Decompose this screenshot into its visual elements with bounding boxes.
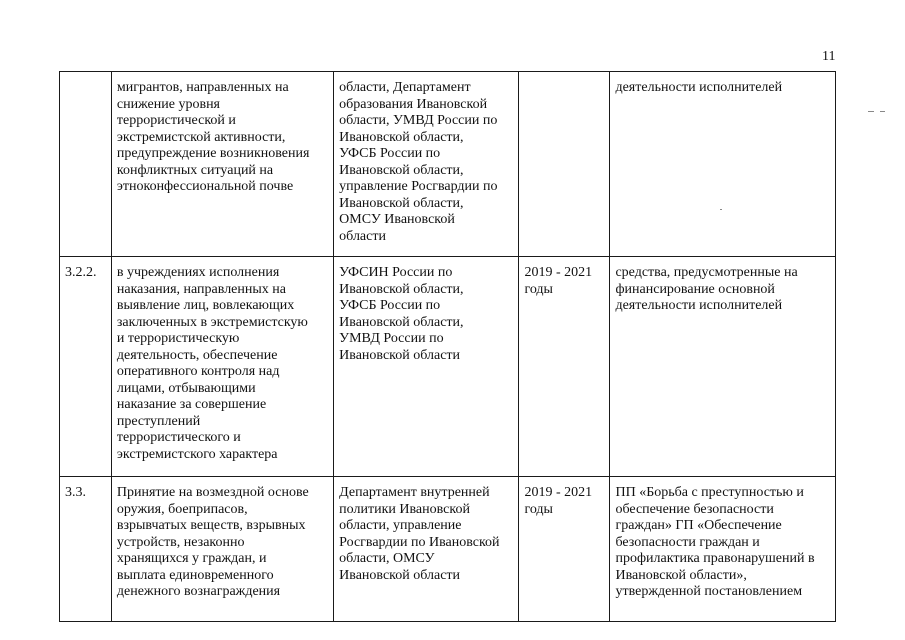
table-row: [60, 72, 836, 257]
table-row: [60, 477, 836, 622]
funding-source-cell: ПП «Борьба с преступностью и обеспечение безопасности граждан» ГП «Обеспечение безопасности граждан и профилактика правонарушений в Ивановской области», утвержденной постановлением: [610, 477, 836, 622]
measures-table: [59, 71, 836, 622]
scan-speck: [720, 209, 722, 210]
executors-cell: Департамент внутренней политики Ивановской области, управление Росгвардии по Ивановской области, ОМСУ Ивановской области: [334, 477, 519, 622]
item-number-cell: 3.3.: [60, 477, 112, 622]
item-number-cell: [60, 72, 112, 257]
table-row: [60, 257, 836, 477]
funding-source-cell: деятельности исполнителей: [610, 72, 836, 257]
scan-speck: [868, 111, 874, 112]
period-cell: 2019 - 2021 годы: [519, 257, 610, 477]
period-cell: 2019 - 2021 годы: [519, 477, 610, 622]
item-number-cell: 3.2.2.: [60, 257, 112, 477]
measure-description-cell: Принятие на возмездной основе оружия, боеприпасов, взрывчатых веществ, взрывных устройств, незаконно хранящихся у граждан, и выплата единовременного денежного вознаграждения: [111, 477, 333, 622]
funding-source-cell: средства, предусмотренные на финансирование основной деятельности исполнителей: [610, 257, 836, 477]
scan-speck: [880, 111, 885, 112]
measure-description-cell: мигрантов, направленных на снижение уровня террористической и экстремистской активности, предупреждение возникновения конфликтных ситуаций на этноконфессиональной почве: [111, 72, 333, 257]
period-cell: [519, 72, 610, 257]
executors-cell: УФСИН России по Ивановской области, УФСБ России по Ивановской области, УМВД России по Ивановской области: [334, 257, 519, 477]
page-number: 11: [822, 49, 836, 64]
measure-description-cell: в учреждениях исполнения наказания, направленных на выявление лиц, вовлекающих заключенных в экстремистскую и террористическую деятельность, обеспечение оперативного контроля над лицами, отбывающими наказание за совершение преступлений террористического и экстремистского характера: [111, 257, 333, 477]
executors-cell: области, Департамент образования Ивановской области, УМВД России по Ивановской области, УФСБ России по Ивановской области, управление Росгвардии по Ивановской области, ОМСУ Ивановской области: [334, 72, 519, 257]
